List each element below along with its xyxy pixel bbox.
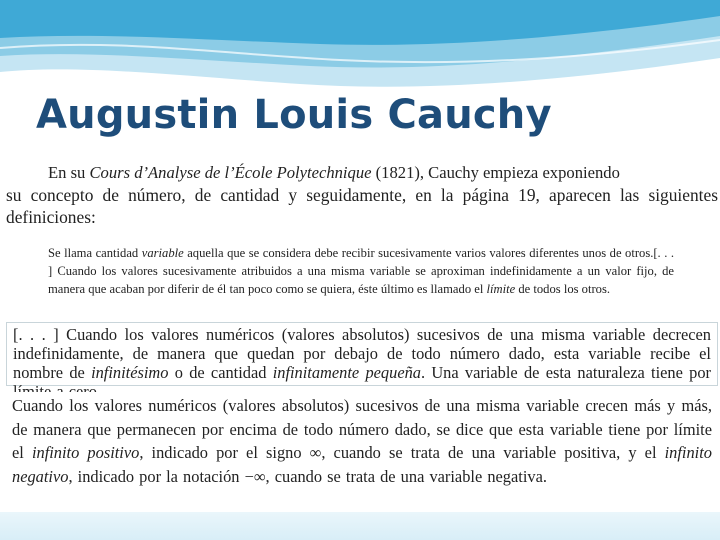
infinito-positivo-term: infinito positivo <box>31 443 140 462</box>
infinitesimo-text-3: . Una variable de esta naturaleza tiene por <box>420 363 711 382</box>
variable-quote-text-1: Se llama cantidad <box>48 246 142 260</box>
infinitesimo-text-2: o de cantidad <box>168 363 273 382</box>
variable-term: variable <box>141 246 184 260</box>
variable-quote-paragraph <box>48 244 674 298</box>
infinito-text-3: , indicado por la notación −∞, cuando se trata de una variable negativa. <box>68 466 547 486</box>
infinitesimo-term: infinitésimo <box>91 363 169 382</box>
footer-band-decoration <box>0 512 720 540</box>
slide-title: Augustin Louis Cauchy <box>36 92 552 138</box>
intro-continuation: su concepto de número, de cantidad y seguidamente, en la página 19, aparecen las siguientes definiciones: <box>6 185 718 227</box>
infinitamente-pequena-term: infinitamente pequeña <box>272 363 421 382</box>
intro-text-1: En su <box>48 163 90 182</box>
infinitesimo-definition-scan <box>6 322 718 386</box>
infinitesimo-paragraph <box>13 325 711 401</box>
intro-scan-continuation <box>6 184 718 230</box>
limite-term: límite <box>486 282 516 296</box>
infinito-text-2: , indicado por el signo ∞, cuando se trata de una variable positiva, y el <box>139 443 665 462</box>
infinito-text-1: Cuando los valores numéricos (valores absolutos) sucesivos de una misma variable crecen más y más, de manera que permanecen por encima de todo número dado, se dice que esta variable tiene por límite el <box>12 396 712 462</box>
infinito-definition-scan <box>6 392 718 516</box>
header-wave-decoration <box>0 0 720 100</box>
infinitesimo-text-1: [. . . ] Cuando los valores numéricos (valores absolutos) sucesivos de una misma variable decrecen indefinidamente, de manera que quedan por debajo de todo número dado, esta variable recibe el nombre de <box>13 325 711 382</box>
intro-scan-first-line <box>48 162 634 184</box>
infinito-paragraph <box>12 394 712 488</box>
variable-quote-text-3: de todos los otros. <box>515 282 611 296</box>
intro-book-title: Cours d’Analyse de l’École Polytechnique <box>89 163 372 182</box>
variable-quote-scan <box>48 244 674 320</box>
variable-quote-text-2: aquella que se considera debe recibir sucesivamente varios valores diferentes unos de otros.[. . . ] Cuando los valores sucesivamente atribuidos a una misma variable se aproximan indefinidamente a un valor fijo, de manera que acaban por diferir de él tan poco como se quiera, éste último es llamado el <box>48 246 674 296</box>
intro-text-2: (1821), Cauchy empieza exponiendo <box>371 163 620 182</box>
intro-first-line <box>48 162 634 183</box>
infinito-negativo-term: infinito negativo <box>12 443 712 486</box>
